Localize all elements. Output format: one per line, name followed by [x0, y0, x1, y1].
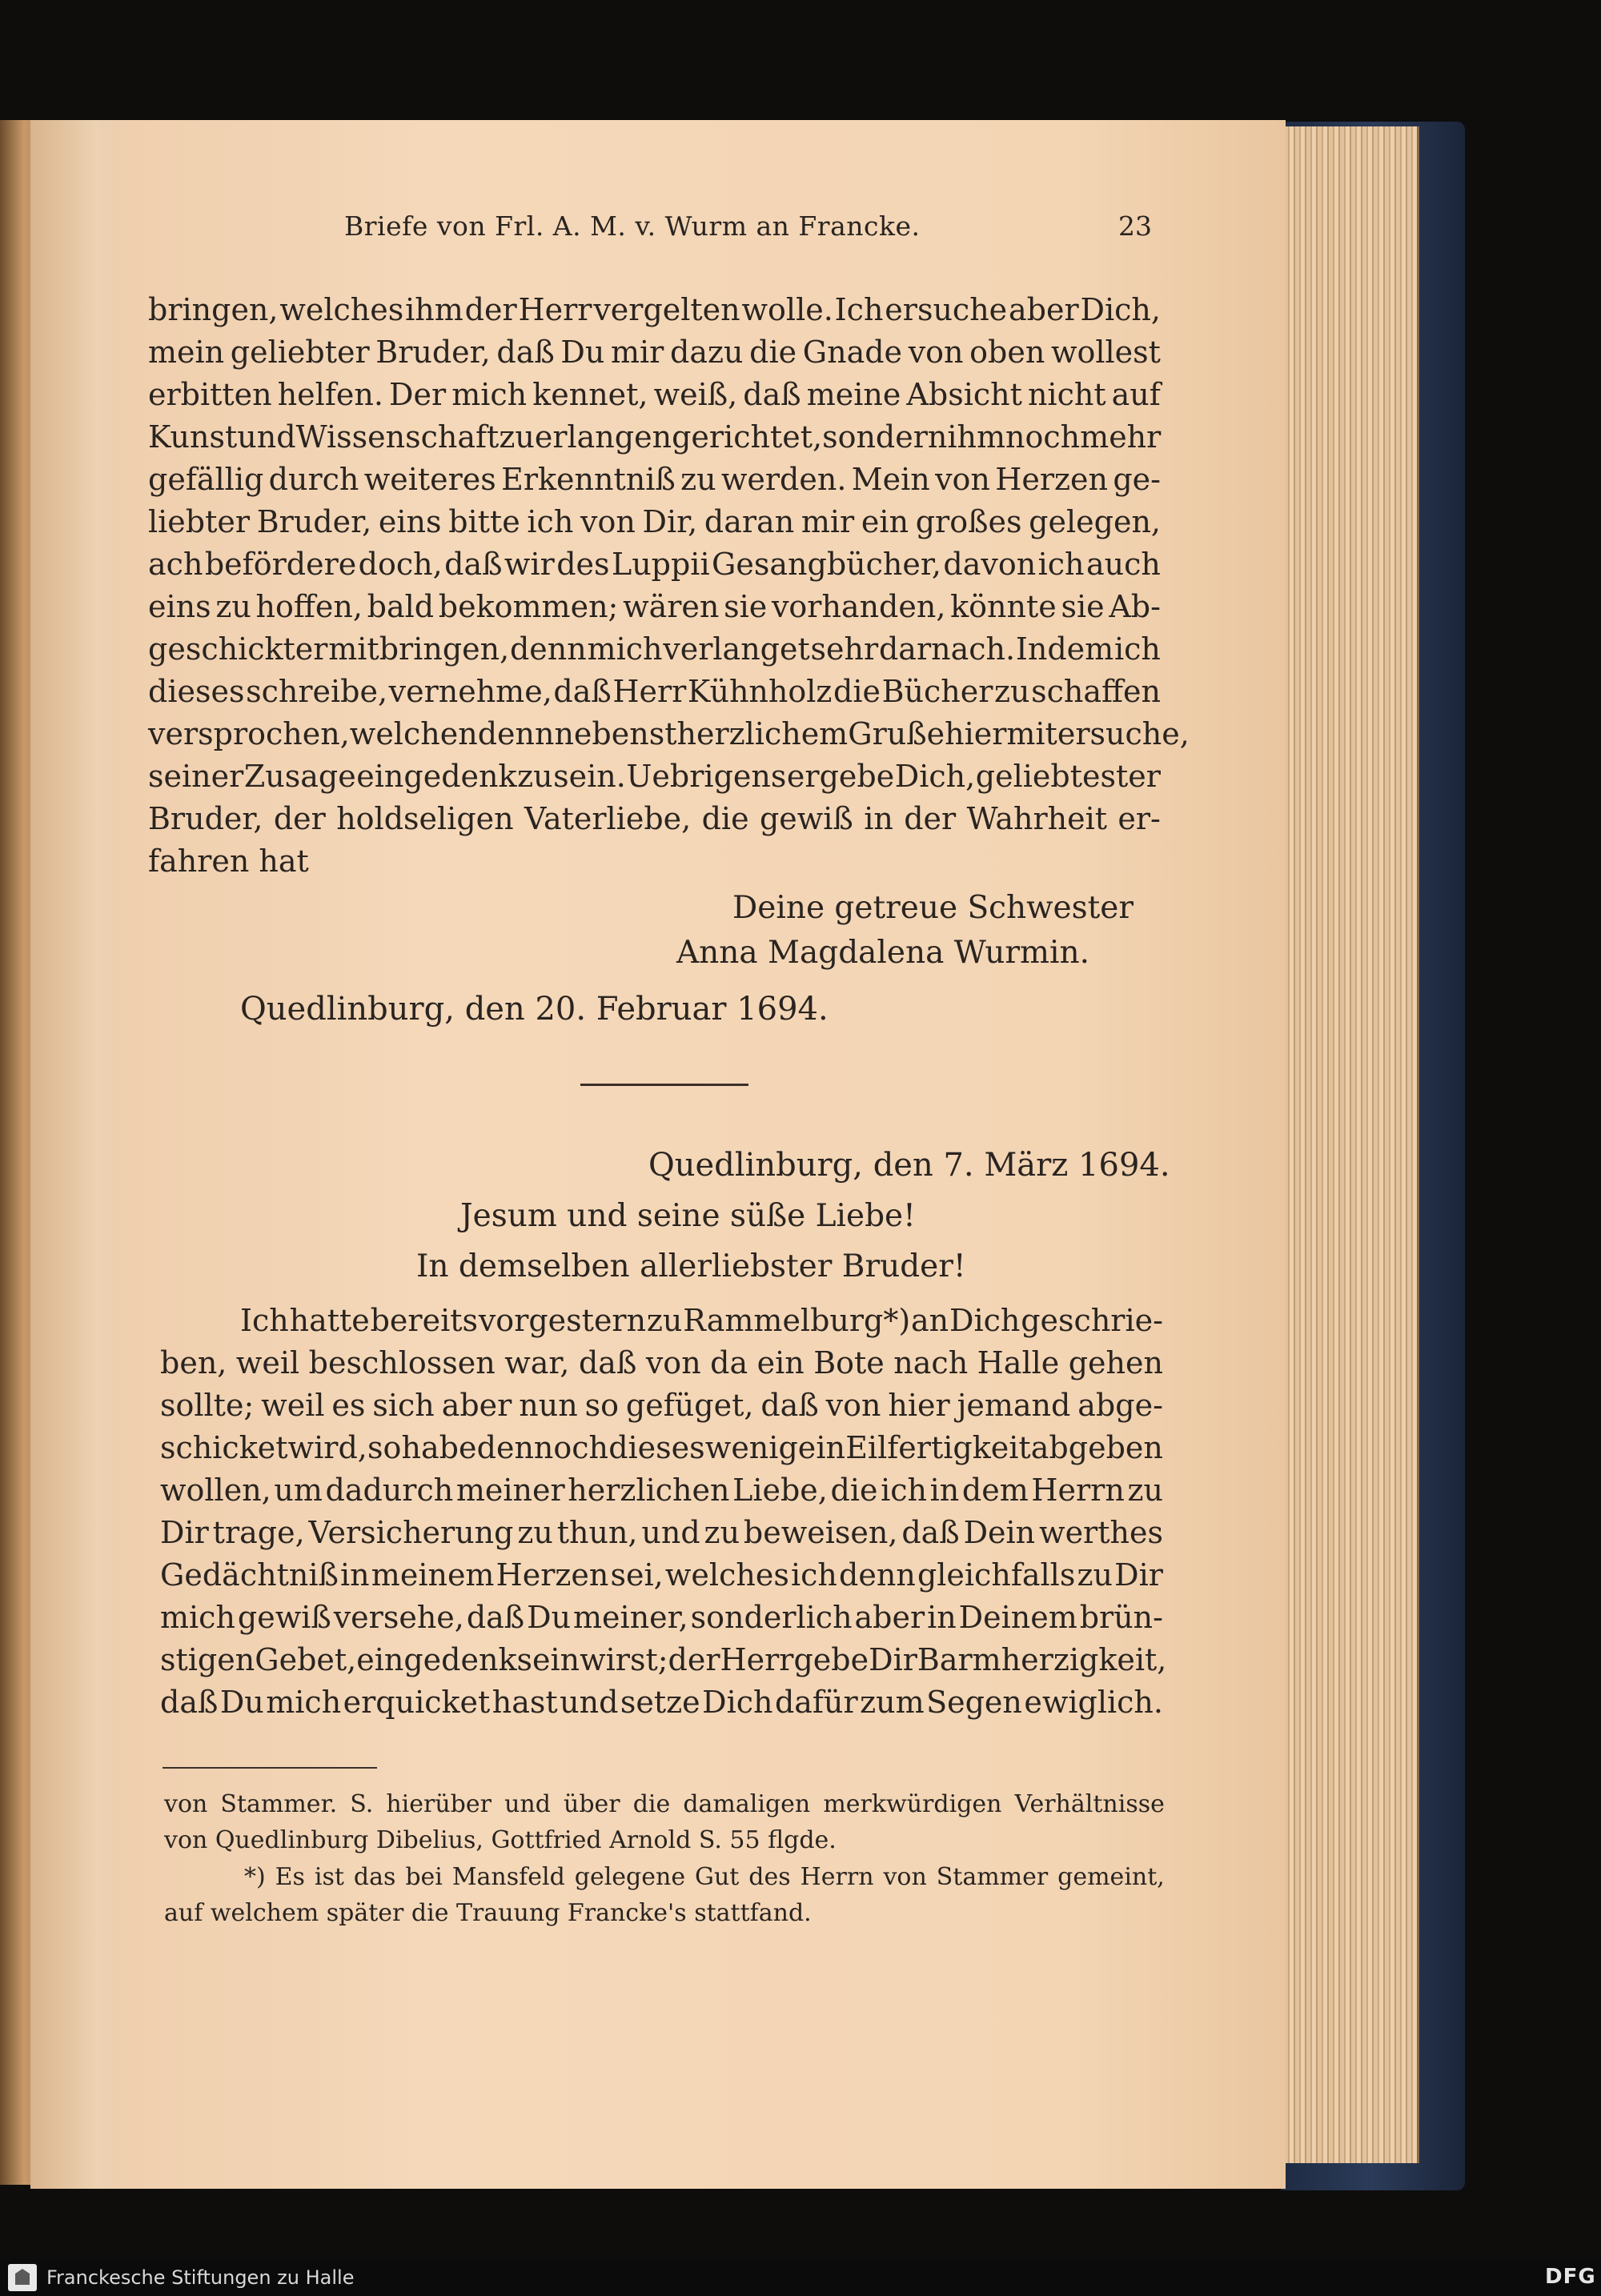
- body-line: mich gewiß versehe, daß Du meiner, sonderlich aber in Deinem brün-: [160, 1600, 1163, 1635]
- body-line: liebter Bruder, eins bitte ich von Dir, daran mir ein großes gelegen,: [148, 504, 1161, 539]
- dfg-logo: DFG: [1545, 2265, 1596, 2289]
- body-line: ach befördere doch, daß wir des Luppii Gesangbücher, davon ich auch: [148, 547, 1161, 582]
- letter-date: Quedlinburg, den 7. März 1694.: [648, 1147, 1170, 1184]
- body-line: seiner Zusage eingedenk zu sein. Uebrigens ergebe Dich, geliebtester: [148, 759, 1161, 794]
- body-line: Ich hatte bereits vorgestern zu Rammelburg*) an Dich geschrie-: [240, 1303, 1163, 1338]
- body-line: sollte; weil es sich aber nun so gefüget, daß von hier jemand abge-: [160, 1388, 1163, 1423]
- footnote-line: von Quedlinburg Dibelius, Gottfried Arnold S. 55 flgde.: [164, 1826, 837, 1854]
- signature: Anna Magdalena Wurmin.: [676, 935, 1089, 971]
- body-line: Kunst und Wissenschaft zu erlangen gerichtet, sondern ihm noch mehr: [148, 419, 1162, 455]
- body-line: Bruder, der holdseligen Vaterliebe, die gewiß in der Wahrheit er-: [148, 801, 1161, 836]
- body-line: Gedächtniß in meinem Herzen sei, welches ich denn gleichfalls zu Dir: [160, 1557, 1163, 1593]
- footnote-line: *) Es ist das bei Mansfeld gelegene Gut des Herrn von Stammer gemeint,: [244, 1863, 1165, 1891]
- body-line: eins zu hoffen, bald bekommen; wären sie vorhanden, könnte sie Ab-: [148, 589, 1161, 624]
- closing-line: Deine getreue Schwester: [732, 890, 1134, 926]
- body-line: dieses schreibe, vernehme, daß Herr Kühnholz die Bücher zu schaffen: [148, 674, 1161, 709]
- body-line: mein geliebter Bruder, daß Du mir dazu die Gnade von oben wollest: [148, 335, 1161, 370]
- section-divider: [580, 1084, 748, 1086]
- salutation: In demselben allerliebster Bruder!: [416, 1248, 966, 1284]
- body-line: schicket wird, so habe dennoch dieses wenige in Eilfertigkeit abgeben: [160, 1430, 1163, 1465]
- salutation: Jesum und seine süße Liebe!: [460, 1198, 916, 1234]
- institution-name: Franckesche Stiftungen zu Halle: [46, 2266, 355, 2289]
- body-line: daß Du mich erquicket hast und setze Dich dafür zum Segen ewiglich.: [160, 1685, 1163, 1720]
- body-line: stigen Gebet, eingedenk sein wirst; der Herr gebe Dir Barmherzigkeit,: [160, 1642, 1167, 1677]
- body-line: ben, weil beschlossen war, daß von da ein Bote nach Halle gehen: [160, 1345, 1163, 1380]
- body-line: versprochen, welchen denn nebenst herzlichem Gruße hiermit ersuche,: [148, 716, 1190, 751]
- body-line: fahren hat: [148, 843, 309, 879]
- institution-logo-icon: [8, 2264, 37, 2291]
- footnote-line: von Stammer. S. hierüber und über die damaligen merkwürdigen Verhältnisse: [164, 1790, 1165, 1818]
- body-line: erbitten helfen. Der mich kennet, weiß, daß meine Absicht nicht auf: [148, 377, 1161, 412]
- body-line: gefällig durch weiteres Erkenntniß zu werden. Mein von Herzen ge-: [148, 462, 1161, 497]
- letter-date: Quedlinburg, den 20. Februar 1694.: [240, 991, 829, 1028]
- body-line: wollen, um dadurch meiner herzlichen Liebe, die ich in dem Herrn zu: [160, 1473, 1163, 1508]
- running-title: Briefe von Frl. A. M. v. Wurm an Francke.: [344, 210, 921, 242]
- page-block-edges: [1273, 126, 1419, 2163]
- gutter-shadow: [30, 120, 126, 2189]
- page-number: 23: [1118, 210, 1152, 242]
- body-line: geschickter mitbringen, denn mich verlanget sehr darnach. Indem ich: [148, 631, 1161, 667]
- body-line: Dir trage, Versicherung zu thun, und zu beweisen, daß Dein werthes: [160, 1515, 1163, 1550]
- body-line: bringen, welches ihm der Herr vergelten wolle. Ich ersuche aber Dich,: [148, 292, 1161, 327]
- footnote-line: auf welchem später die Trauung Francke's stattfand.: [164, 1899, 812, 1927]
- footnote-divider: [163, 1767, 377, 1769]
